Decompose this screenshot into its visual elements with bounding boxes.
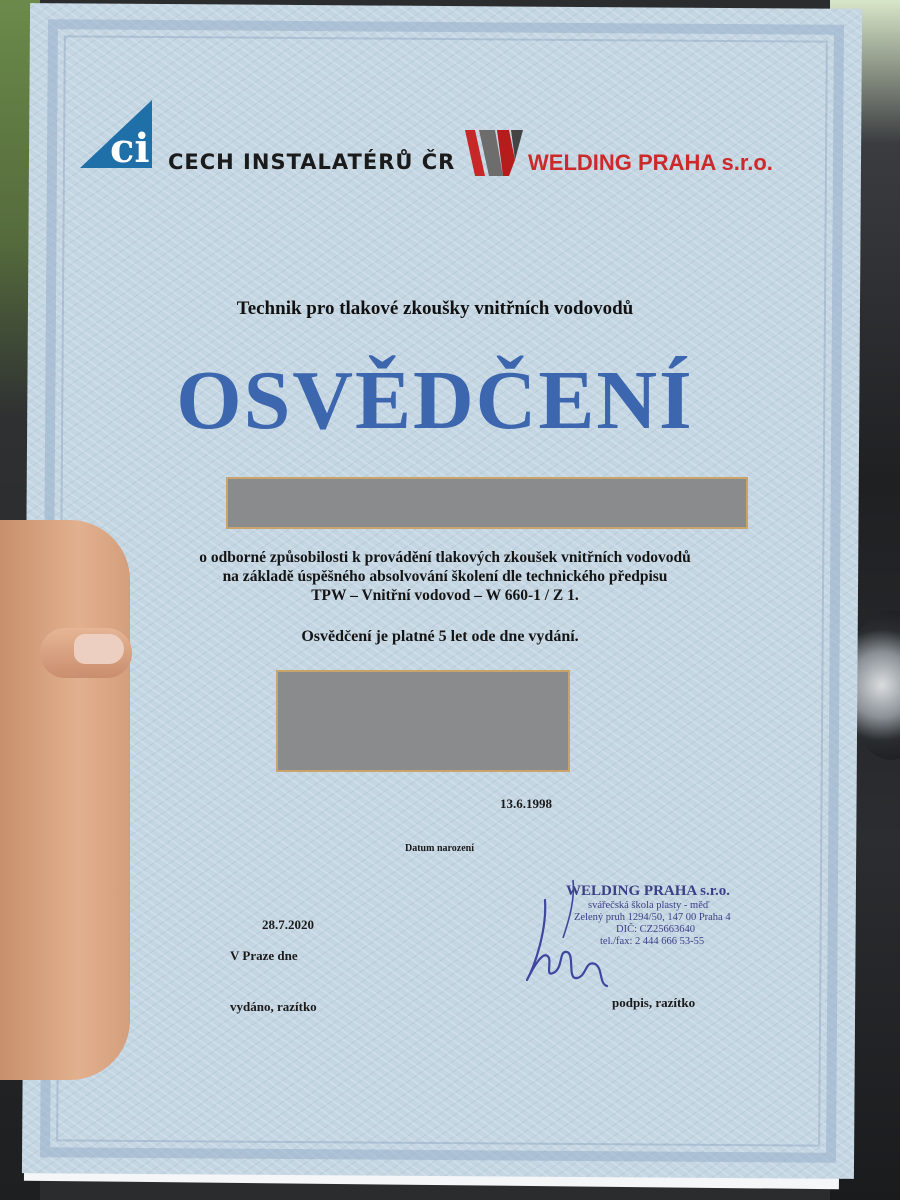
place-label: V Praze dne xyxy=(230,948,298,963)
ci-logo-mark: ci xyxy=(110,125,150,170)
handwritten-signature xyxy=(515,880,635,1000)
stamp-company: WELDING PRAHA s.r.o. xyxy=(566,883,731,899)
signature-label: podpis, razítko xyxy=(612,995,696,1010)
certificate-subtitle: Technik pro tlakové zkoušky vnitřních vodovodů xyxy=(236,298,634,319)
birth-date-label: Datum narození xyxy=(405,843,474,854)
issued-stamp-label: vydáno, razítko xyxy=(230,999,317,1014)
body-line-3: TPW – Vnitřní vodovod – W 660-1 / Z 1. xyxy=(311,587,579,604)
certificate-title: OSVĚDČENÍ xyxy=(176,354,694,447)
stamp-line-3: DIČ: CZ25663640 xyxy=(616,924,696,935)
issue-date: 28.7.2020 xyxy=(262,917,314,932)
welding-praha-logo-icon xyxy=(465,130,525,176)
stamp-line-4: tel./fax: 2 444 666 53-55 xyxy=(600,936,705,947)
body-line-2: na základě úspěšného absolvování školení dle technického předpisu xyxy=(222,568,668,585)
redacted-photo-box xyxy=(276,670,570,772)
stamp-line-2: Zelený pruh 1294/50, 147 00 Praha 4 xyxy=(574,912,731,923)
thumbnail-nail xyxy=(74,634,124,664)
welding-praha-name: WELDING PRAHA s.r.o. xyxy=(528,150,773,175)
redacted-name-box xyxy=(226,477,748,529)
certificate-body xyxy=(150,548,740,605)
validity-statement: Osvědčení je platné 5 let ode dne vydání. xyxy=(301,628,579,645)
birth-date: 13.6.1998 xyxy=(500,796,552,811)
cech-instalateru-logo-icon xyxy=(80,100,160,170)
stamp-line-1: svářečská škola plasty - měď xyxy=(588,900,710,911)
cech-instalateru-name: CECH INSTALATÉRŮ ČR xyxy=(168,150,456,174)
holding-hand xyxy=(0,520,130,1080)
body-line-1: o odborné způsobilosti k provádění tlakových zkoušek vnitřních vodovodů xyxy=(199,549,691,566)
